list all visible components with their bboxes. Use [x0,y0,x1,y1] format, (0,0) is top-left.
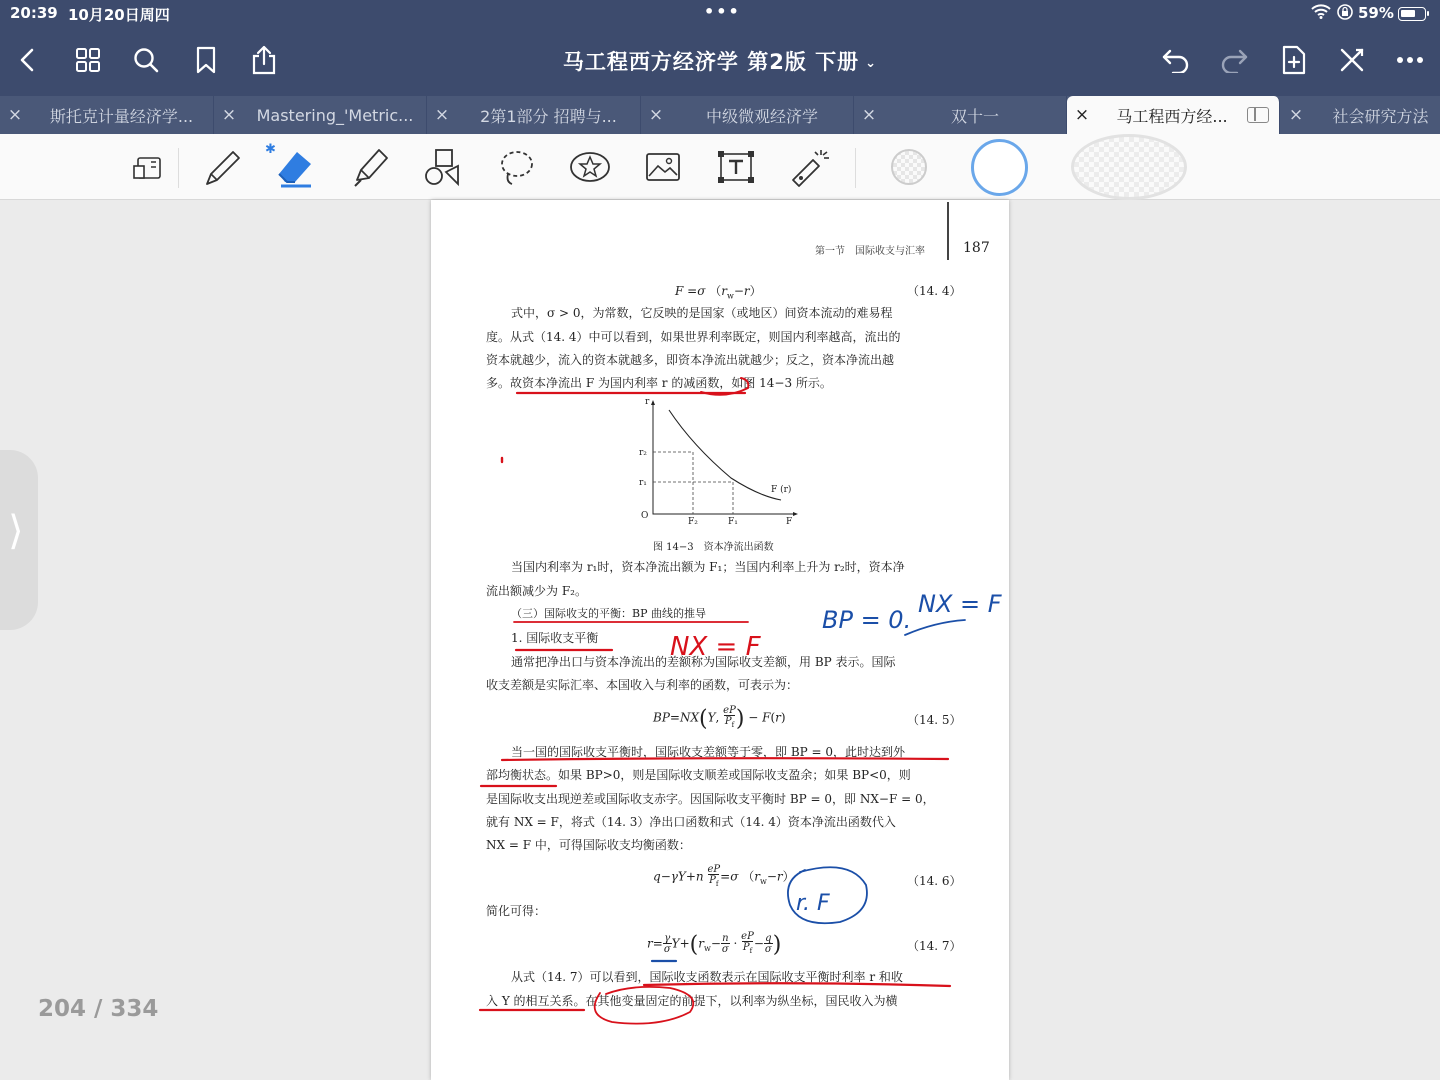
top-bar [0,0,1440,96]
equation-number: （14. 6） [907,874,962,888]
paragraph-line: 流出额减少为 F₂。 [486,584,587,598]
close-tab-icon[interactable]: × [7,105,23,125]
tab-label: Mastering_'Metric... [256,105,414,125]
toolbar-divider [178,148,179,188]
paragraph-line: 资本就越少，流入的资本就越多，即资本净流出就越少；反之，资本净流出越 [486,353,895,367]
paragraph-line: 简化可得： [486,904,547,918]
document-title-text: 马工程西方经济学 第2版 下册 [562,50,860,74]
subsection-heading: 1. 国际收支平衡 [511,631,599,645]
header-rule [947,202,949,260]
wifi-icon [1311,3,1331,23]
page-counter: 204 / 334 [38,996,159,1022]
redo-icon[interactable] [1214,40,1254,80]
paragraph-line: 是国际收支出现逆差或国际收支赤字。因国际收支平衡时 BP = 0，即 NX−F = 0， [486,792,935,806]
battery-percentage: 59% [1358,4,1394,22]
battery-icon [1398,7,1426,21]
paragraph-line: 从式（14. 7）可以看到，国际收支函数表示在国际收支平衡时利率 r 和收 [511,970,903,984]
lasso-icon[interactable] [492,142,542,192]
tab-document[interactable] [427,96,641,134]
handwritten-note: BP = 0. [822,606,912,634]
x-axis-arrow [793,512,798,516]
tick-f2: F₂ [688,517,698,527]
tab-document[interactable] [214,96,427,134]
paragraph-line: 度。从式（14. 4）中可以看到，如果世界利率既定，则国内利率越高，流出的 [486,330,901,344]
paragraph-line: 入 Y 的相互关系。在其他变量固定的前提下，以利率为纵坐标，国民收入为横 [486,994,898,1008]
split-view-icon[interactable] [1247,107,1269,123]
paragraph-line: 部均衡状态。如果 BP>0，则是国际收支顺差或国际收支盈余；如果 BP<0，则 [486,768,911,782]
page-number: 187 [963,240,990,256]
lasso-select-icon[interactable] [123,142,173,192]
curve-label: F (r) [771,485,792,495]
equation-number: （14. 4） [907,284,962,298]
paragraph-line: 当国内利率为 r₁时，资本净流出额为 F₁；当国内利率上升为 r₂时，资本净 [511,560,905,574]
close-tab-icon[interactable]: × [648,105,664,125]
figure-caption: 图 14−3 资本净流出函数 [653,542,774,553]
paragraph-line: NX = F 中，可得国际收支均衡函数： [486,838,691,852]
paragraph-line: 通常把净出口与资本净流出的差额称为国际收支差额，用 BP 表示。国际 [511,655,896,669]
navigation-bar [0,36,1440,84]
pdf-page[interactable] [431,200,1009,1080]
tab-document[interactable] [0,96,214,134]
tab-label: 斯托克计量经济学... [49,106,194,126]
paragraph-line: 式中，σ > 0，为常数，它反映的是国家（或地区）间资本流动的难易程 [511,306,893,320]
sidebar-handle[interactable] [0,450,38,630]
status-date: 10月20日周四 [68,6,170,24]
equation-14-7: $r=\frac{\gamma}{\sigma}Y+(r_w-\frac{n}{\sigma} \cdot \frac{eP}{P_f}-\frac{q}{\sigma})$ [647,931,782,958]
curve-f-of-r [669,410,781,500]
y-axis-arrow [651,400,655,405]
pen-icon[interactable] [197,142,247,192]
close-tab-icon[interactable]: × [861,105,877,125]
toolbar-divider [855,148,856,188]
tick-f1: F₁ [728,517,738,527]
tab-document[interactable] [1281,96,1440,134]
paragraph-line: 就有 NX = F，将式（14. 3）净出口函数和式（14. 4）资本净流出函数代入 [486,815,896,829]
handwritten-note: NX = F [670,632,761,662]
orientation-lock-icon [1336,3,1354,25]
tab-label: 双十一 [950,106,999,126]
color-swatch-selected[interactable] [971,139,1028,196]
y-axis-label: r [645,397,650,407]
equation-14-6: $q-\gamma Y+n \frac{eP}{P_f}=\sigma$ $(r_w-r)$ [653,864,795,888]
bluetooth-icon: ✱ [265,142,276,157]
annotation-toolbar [0,134,1440,200]
equation-14-5: BP=NX(Y, $\frac{eP}{P_f}) - F(r)$ [653,705,786,732]
tab-label: 2第1部分 招聘与... [480,106,617,126]
paragraph-line: 当一国的国际收支平衡时，国际收支差额等于零，即 BP = 0，此时达到外 [511,745,906,759]
shapes-icon[interactable] [418,142,468,192]
equation-14-4: F =σ $(r_w-r)$ [675,284,762,301]
grid-view-icon[interactable] [68,40,108,80]
back-icon[interactable] [8,40,48,80]
close-tab-icon[interactable]: × [221,105,237,125]
equation-number: （14. 5） [907,713,962,727]
document-title[interactable] [500,46,940,76]
more-icon[interactable] [1390,40,1430,80]
image-icon[interactable] [638,142,688,192]
tab-label: 马工程西方经... [1116,106,1228,126]
tick-r1: r₁ [639,478,647,488]
text-icon[interactable] [711,142,761,192]
equation-number: （14. 7） [907,939,962,953]
tab-label: 中级微观经济学 [705,106,818,126]
eraser-icon[interactable] [271,142,321,192]
close-tab-icon[interactable]: × [1074,105,1090,125]
share-icon[interactable] [244,40,284,80]
tick-r2: r₂ [639,448,647,458]
status-bar [0,0,1440,28]
bookmark-icon[interactable] [186,40,226,80]
tab-label: 社会研究方法 [1332,106,1429,126]
section-heading: （三）国际收支的平衡：BP 曲线的推导 [511,607,706,620]
tab-document[interactable] [641,96,854,134]
capital-outflow-chart [631,396,831,531]
tab-bar [0,96,1440,134]
add-page-icon[interactable] [1274,40,1314,80]
tools-off-icon[interactable] [1332,40,1372,80]
handwritten-note: NX = F [918,590,1002,618]
chevron-right-icon: ⟩ [8,508,24,554]
paragraph-line: 收支差额是实际汇率、本国收入与利率的函数，可表示为： [486,678,799,692]
tab-document[interactable] [854,96,1067,134]
laser-pointer-icon[interactable] [785,142,835,192]
sticker-icon[interactable] [565,142,615,192]
highlighter-icon[interactable] [345,142,395,192]
multitask-dots-icon[interactable]: ••• [704,2,741,21]
color-swatch-3[interactable] [1071,134,1187,200]
guide-lines [653,452,733,514]
status-time: 20:39 [10,4,58,22]
tab-document-active[interactable] [1067,96,1280,134]
origin-label: O [641,511,649,521]
close-tab-icon[interactable]: × [1288,105,1304,125]
chevron-down-icon: ⌄ [865,56,878,71]
search-icon[interactable] [126,40,166,80]
running-header: 第一节 国际收支与汇率 [815,246,925,257]
undo-icon[interactable] [1156,40,1196,80]
handwritten-note: r. F [796,891,830,916]
paragraph-line: 多。故资本净流出 F 为国内利率 r 的减函数，如图 14−3 所示。 [486,376,832,390]
color-swatch-1[interactable] [891,149,927,185]
close-tab-icon[interactable]: × [434,105,450,125]
x-axis-label: F [786,517,793,527]
